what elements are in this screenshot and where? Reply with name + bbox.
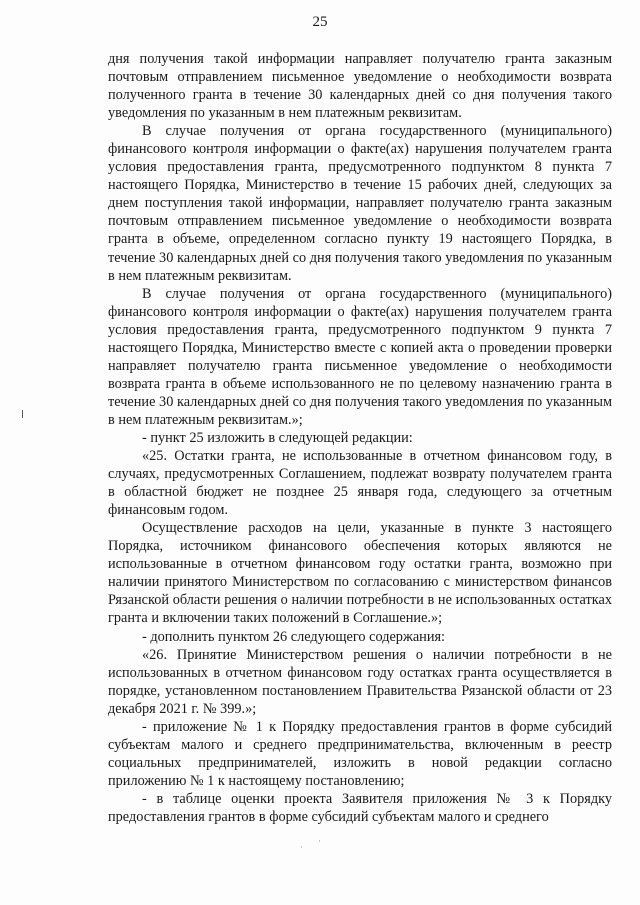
paragraph: - в таблице оценки проекта Заявителя приложения № 3 к Порядку предоставления грантов в форме субсидий субъектам малого и среднего bbox=[108, 790, 612, 825]
paragraph: В случае получения от органа государственного (муниципального) финансового контроля информации о факте(ах) нарушения получателем гранта условия предоставления гранта, предусмотренного подпунктом 8 пункта 7 настоящего Порядка, Министерство в течение 15 рабочих дней, следующих за днем поступления такой информации, направляет получателю гранта заказным почтовым отправлением письменное уведомление о необходимости возврата гранта в объеме, определенном согласно пункту 19 настоящего Порядка, в течение 30 календарных дней со дня получения такого уведомления по указанным в нем платежным реквизитам. bbox=[108, 123, 612, 284]
scan-speck: · bbox=[300, 842, 303, 852]
paragraph: - дополнить пунктом 26 следующего содержания: bbox=[142, 628, 446, 645]
document-body bbox=[108, 50, 612, 826]
paragraph: дня получения такой информации направляет получателю гранта заказным почтовым отправлением письменное уведомление о необходимости возврата полученного гранта в течение 30 календарных дней со дня получения такого уведомления по указанным в нем платежным реквизитам. bbox=[108, 51, 612, 122]
paragraph: «26. Принятие Министерством решения о наличии потребности в не использованных в отчетном финансовом году остатках гранта осуществляется в порядке, установленном постановлением Правительства Рязанской области от 23 декабря 2021 г. № 399.»; bbox=[108, 646, 612, 717]
paragraph: - приложение № 1 к Порядку предоставления грантов в форме субсидий субъектам малого и среднего предпринимательства, включенным в реестр социальных предпринимателей, изложить в новой редакции согласно приложению № 1 к настоящему постановлению; bbox=[108, 718, 612, 789]
scan-speck: · bbox=[318, 836, 321, 846]
paragraph: «25. Остатки гранта, не использованные в отчетном финансовом году, в случаях, предусмотренных Соглашением, подлежат возврату получателем гранта в областной бюджет не позднее 25 января года, следующего за отчетным финансовым годом. bbox=[108, 448, 612, 519]
page-number: 25 bbox=[312, 14, 328, 30]
paragraph: В случае получения от органа государственного (муниципального) финансового контроля информации о факте(ах) нарушения получателем гранта условия предоставления гранта, предусмотренного подпунктом 9 пункта 7 настоящего Порядка, Министерство вместе с копией акта о проведении проверки направляет получателю гранта письменное уведомление о необходимости возврата гранта в объеме использованного не по целевому назначению гранта в течение 30 календарных дней со дня получения такого уведомления по указанным в нем платежным реквизитам.»; bbox=[108, 285, 612, 428]
scan-margin-mark bbox=[22, 410, 23, 418]
paragraph: Осуществление расходов на цели, указанные в пункте 3 настоящего Порядка, источником финансового обеспечения которых являются не использованные в отчетном финансовом году остатки гранта, возможно при наличии принятого Министерством по согласованию с министерством финансов Рязанской области решения о наличии потребности в не использованных остатках гранта и включении таких положений в Соглашение.»; bbox=[108, 520, 612, 627]
paragraph: - пункт 25 изложить в следующей редакции: bbox=[142, 429, 413, 446]
